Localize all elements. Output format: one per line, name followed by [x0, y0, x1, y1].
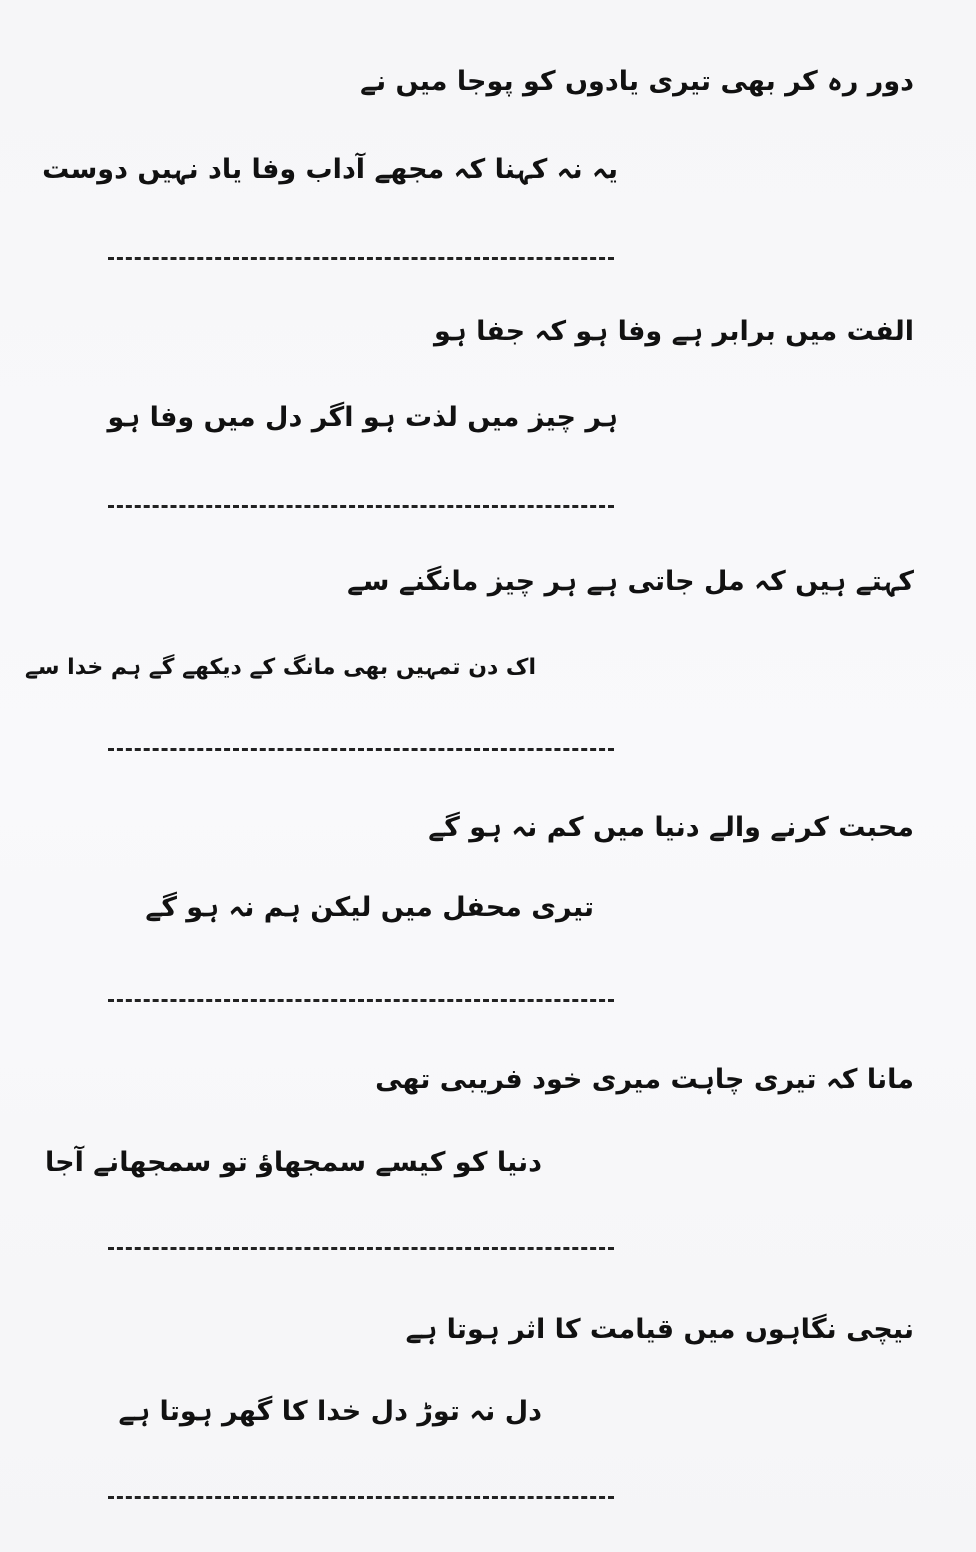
verse-line-7: محبت کرنے والے دنیا میں کم نہ ہو گے: [428, 812, 914, 843]
verse-line-1: دور رہ کر بھی تیری یادوں کو پوجا میں نے: [360, 66, 914, 97]
verse-line-8: تیری محفل میں لیکن ہم نہ ہو گے: [145, 892, 594, 923]
verse-line-11: نیچی نگاہوں میں قیامت کا اثر ہوتا ہے: [405, 1314, 914, 1345]
separator-4: [108, 999, 614, 1002]
separator-3: [108, 748, 614, 751]
verse-line-3: الفت میں برابر ہے وفا ہو کہ جفا ہو: [433, 316, 914, 347]
separator-5: [108, 1247, 614, 1250]
separator-1: [108, 257, 614, 260]
verse-line-12: دل نہ توڑ دل خدا کا گھر ہوتا ہے: [118, 1396, 542, 1427]
verse-line-2: یہ نہ کہنا کہ مجھے آداب وفا یاد نہیں دوست: [42, 154, 618, 185]
separator-6: [108, 1496, 614, 1499]
verse-line-4: ہر چیز میں لذت ہو اگر دل میں وفا ہو: [107, 402, 618, 433]
verse-line-9: مانا کہ تیری چاہت میری خود فریبی تھی: [375, 1064, 914, 1095]
verse-line-10: دنیا کو کیسے سمجھاؤ تو سمجھانے آجا: [44, 1147, 542, 1178]
verse-line-6: اک دن تمہیں بھی مانگ کے دیکھے گے ہم خدا سے: [24, 655, 536, 680]
verse-line-5: کہتے ہیں کہ مل جاتی ہے ہر چیز مانگنے سے: [347, 566, 914, 597]
separator-2: [108, 505, 614, 508]
